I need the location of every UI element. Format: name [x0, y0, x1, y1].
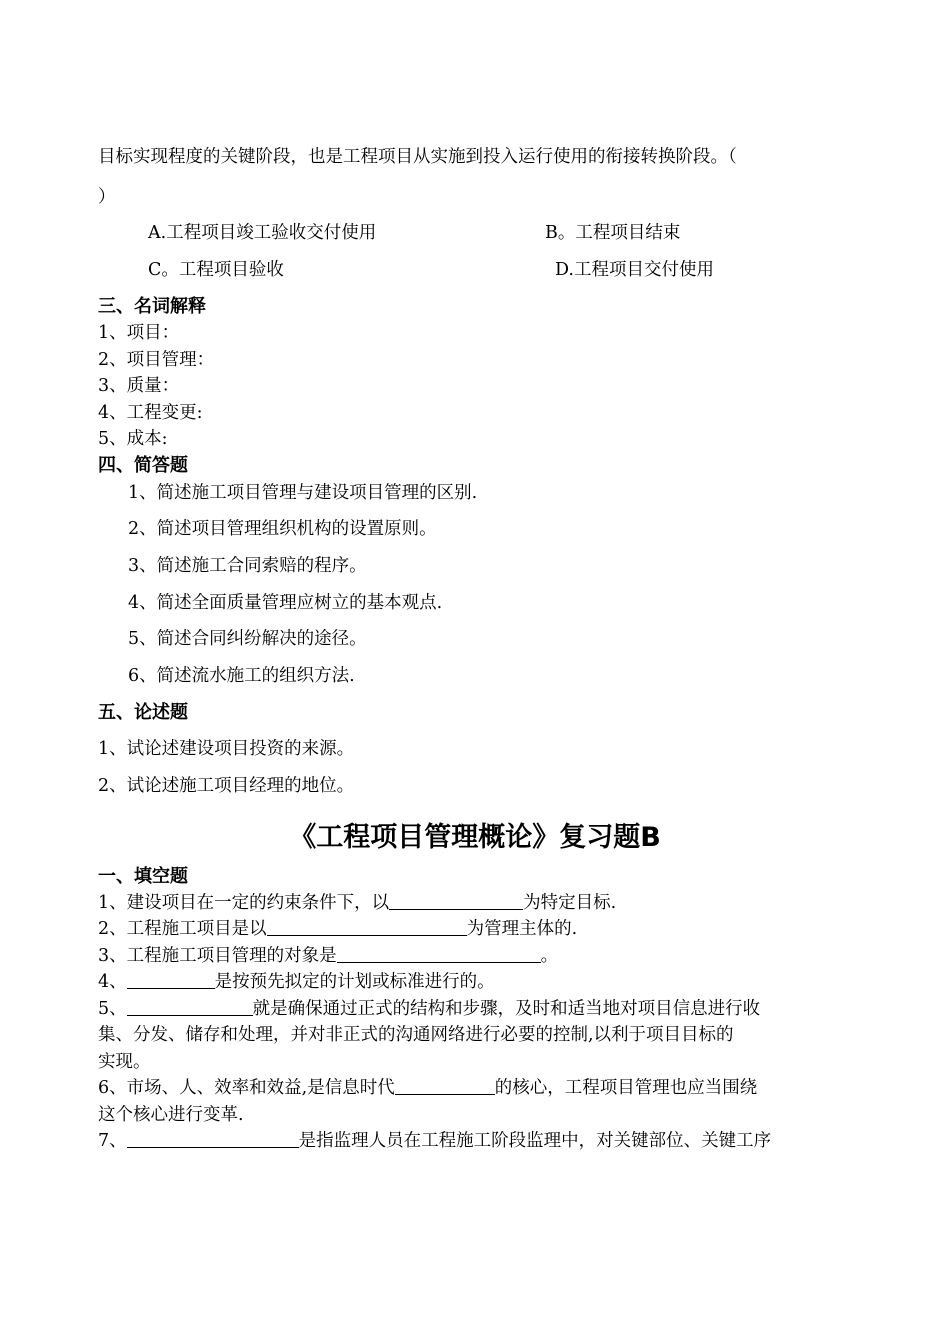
fill-question-5-line3: 实现。: [98, 1052, 151, 1072]
section3-item: 5、成本:: [98, 429, 168, 449]
option-d: D.工程项目交付使用: [555, 260, 714, 280]
fill-question-4: 4、 是按预先拟定的计划或标准进行的。: [98, 972, 495, 992]
section3-item: 4、工程变更:: [98, 403, 203, 423]
fill-question-1: 1、建设项目在一定的约束条件下，以 为特定目标.: [98, 893, 617, 913]
answer-blank[interactable]: [127, 972, 215, 989]
answer-blank[interactable]: [127, 999, 253, 1016]
prev-question-line2: ）: [98, 187, 116, 207]
section4-item: 2、简述项目管理组织机构的设置原则。: [128, 519, 437, 539]
fill-question-5: 5、 就是确保通过正式的结构和步骤，及时和适当地对项目信息进行收: [98, 999, 761, 1019]
doc-b-section1-heading: 一、填空题: [98, 866, 188, 887]
section4-item: 6、简述流水施工的组织方法.: [128, 666, 355, 686]
fill-question-2: 2、工程施工项目是以 为管理主体的.: [98, 919, 578, 939]
section5-item: 2、试论述施工项目经理的地位。: [98, 776, 355, 796]
section4-item: 5、简述合同纠纷解决的途径。: [128, 629, 367, 649]
section4-heading: 四、简答题: [98, 455, 188, 476]
prev-question-line1: 目标实现程度的关键阶段，也是工程项目从实施到投入运行使用的衔接转换阶段。（: [98, 147, 737, 167]
fill-question-7: 7、 是指监理人员在工程施工阶段监理中，对关键部位、关键工序: [98, 1131, 772, 1151]
section4-item: 1、简述施工项目管理与建设项目管理的区别.: [128, 483, 478, 503]
section3-item: 2、项目管理：: [98, 350, 215, 370]
fill-question-6: 6、市场、人、效率和效益,是信息时代 的核心，工程项目管理也应当围绕: [98, 1078, 758, 1098]
section5-heading: 五、论述题: [98, 702, 188, 723]
answer-blank[interactable]: [395, 1078, 495, 1095]
option-b: B。工程项目结束: [545, 223, 681, 243]
answer-blank[interactable]: [267, 919, 467, 936]
section3-item: 1、项目：: [98, 323, 180, 343]
section5-item: 1、试论述建设项目投资的来源。: [98, 739, 355, 759]
fill-question-5-line2: 集、分发、储存和处理，并对非正式的沟通网络进行必要的控制,以利于项目目标的: [98, 1025, 734, 1045]
fill-question-3: 3、工程施工项目管理的对象是 。: [98, 946, 559, 966]
section4-item: 4、简述全面质量管理应树立的基本观点.: [128, 593, 443, 613]
answer-blank[interactable]: [389, 893, 523, 910]
section4-item: 3、简述施工合同索赔的程序。: [128, 556, 367, 576]
answer-blank[interactable]: [127, 1131, 299, 1148]
fill-question-6-line2: 这个核心进行变革.: [98, 1105, 244, 1125]
answer-blank[interactable]: [337, 946, 541, 963]
doc-b-title: 《工程项目管理概论》复习题B: [289, 822, 661, 853]
option-a: A.工程项目竣工验收交付使用: [148, 223, 377, 243]
section3-heading: 三、名词解释: [98, 296, 206, 317]
option-c: C。工程项目验收: [148, 260, 284, 280]
section3-item: 3、质量：: [98, 376, 180, 396]
